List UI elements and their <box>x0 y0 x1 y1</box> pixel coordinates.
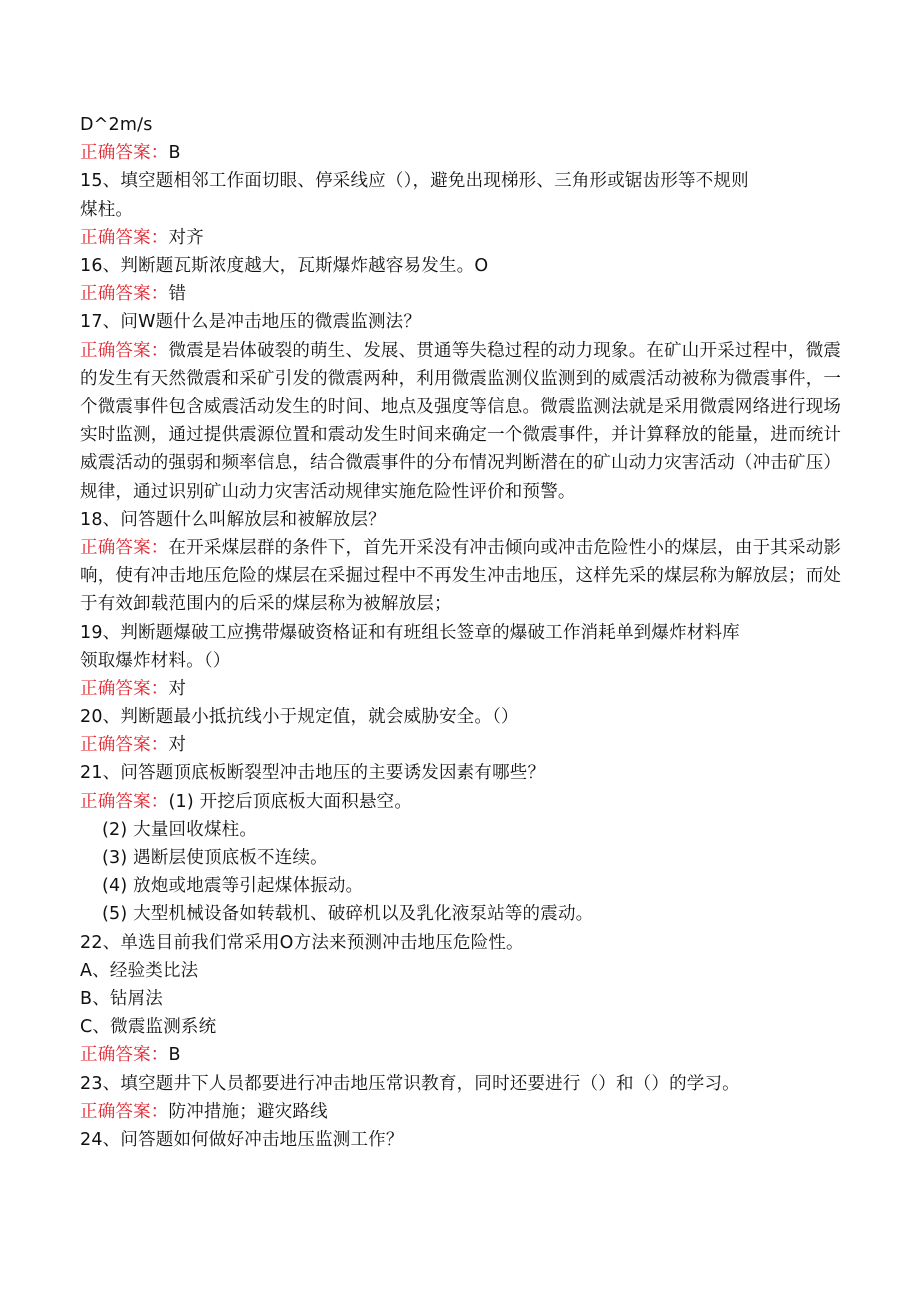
option-d: D^2m∕s <box>80 115 153 135</box>
answer-15 <box>80 224 850 252</box>
answer-label: 正确答案： <box>80 678 169 699</box>
answer-21-item-4: (4) 放炮或地震等引起煤体振动。 <box>102 876 364 897</box>
answer-text: 对 <box>168 678 187 699</box>
answer-22 <box>80 1041 850 1069</box>
answer-item: (1) 开挖后顶底板大面积悬空。 <box>168 791 413 812</box>
answer-text: 错 <box>168 284 187 305</box>
answer-23 <box>80 1098 850 1126</box>
question-16: 16、判断题瓦斯浓度越大，瓦斯爆炸越容易发生。O <box>80 255 489 276</box>
answer-20 <box>80 731 850 759</box>
answer-21-item-5: (5) 大型机械设备如转载机、破碎机以及乳化液泵站等的震动。 <box>102 904 594 925</box>
answer-text: 在开采煤层群的条件下，首先开采没有冲击倾向或冲击危险性小的煤层，由于其采动影响，使有冲击地压危险的煤层在采掘过程中不再发生冲击地压，这样先采的煤层称为解放层；而处于有效卸载范围内的后采的煤层称为被解放层； <box>80 537 842 615</box>
answer-text: B <box>168 1045 181 1066</box>
answer-21-item-2: (2) 大量回收煤柱。 <box>102 819 258 840</box>
question-22-option-a: A、经验类比法 <box>80 960 199 981</box>
question-24: 24、问答题如何做好冲击地压监测工作？ <box>80 1129 404 1150</box>
answer-label: 正确答案： <box>80 537 169 558</box>
answer-16 <box>80 280 850 308</box>
document-page <box>80 111 850 1154</box>
question-22-option-c: C、微震监测系统 <box>80 1017 217 1038</box>
answer-label: 正确答案： <box>80 284 169 305</box>
question-17: 17、问W题什么是冲击地压的微震监测法？ <box>80 312 422 333</box>
answer-text: 防冲措施；避灾路线 <box>168 1101 328 1122</box>
question-15-line1: 15、填空题相邻工作面切眼、停采线应（），避免出现梯形、三角形或锯齿形等不规则 <box>80 171 749 192</box>
answer-21 <box>80 788 850 816</box>
answer-label: 正确答案： <box>80 227 169 248</box>
answer-14 <box>80 139 850 167</box>
question-22: 22、单选目前我们常采用O方法来预测冲击地压危险性。 <box>80 932 524 953</box>
answer-label: 正确答案： <box>80 1045 169 1066</box>
question-15-line2: 煤柱。 <box>80 199 134 220</box>
question-18: 18、问答题什么叫解放层和被解放层？ <box>80 509 386 530</box>
answer-label: 正确答案： <box>80 143 169 164</box>
answer-label: 正确答案： <box>80 340 169 361</box>
answer-21-item-3: (3) 遇断层使顶底板不连续。 <box>102 848 328 869</box>
question-21: 21、问答题顶底板断裂型冲击地压的主要诱发因素有哪些？ <box>80 763 546 784</box>
answer-label: 正确答案： <box>80 791 169 812</box>
answer-label: 正确答案： <box>80 1101 169 1122</box>
answer-text: 微震是岩体破裂的萌生、发展、贯通等失稳过程的动力现象。在矿山开采过程中，微震的发生有天然微震和采矿引发的微震两种，利用微震监测仪监测到的威震活动被称为微震事件，一个微震事件包含威震活动发生的时间、地点及强度等信息。微震监测法就是采用微震网络进行现场实时监测，通过提供震源位置和震动发生时间来确定一个微震事件，并计算释放的能量，进而统计威震活动的强弱和频率信息，结合微震事件的分布情况判断潜在的矿山动力灾害活动（冲击矿压）规律，通过识别矿山动力灾害活动规律实施危险性评价和预警。 <box>80 340 842 502</box>
answer-17 <box>80 337 850 506</box>
answer-text: B <box>168 143 181 164</box>
question-20: 20、判断题最小抵抗线小于规定值，就会威胁安全。（） <box>80 707 519 728</box>
answer-18 <box>80 534 850 619</box>
answer-text: 对 <box>168 735 187 756</box>
question-19-line1: 19、判断题爆破工应携带爆破资格证和有班组长签章的爆破工作消耗单到爆炸材料库 <box>80 622 740 643</box>
answer-label: 正确答案： <box>80 735 169 756</box>
question-23: 23、填空题井下人员都要进行冲击地压常识教育，同时还要进行（）和（）的学习。 <box>80 1073 740 1094</box>
answer-text: 对齐 <box>168 227 204 248</box>
question-19-line2: 领取爆炸材料。（） <box>80 650 231 671</box>
question-22-option-b: B、钻屑法 <box>80 988 164 1009</box>
answer-19 <box>80 675 850 703</box>
